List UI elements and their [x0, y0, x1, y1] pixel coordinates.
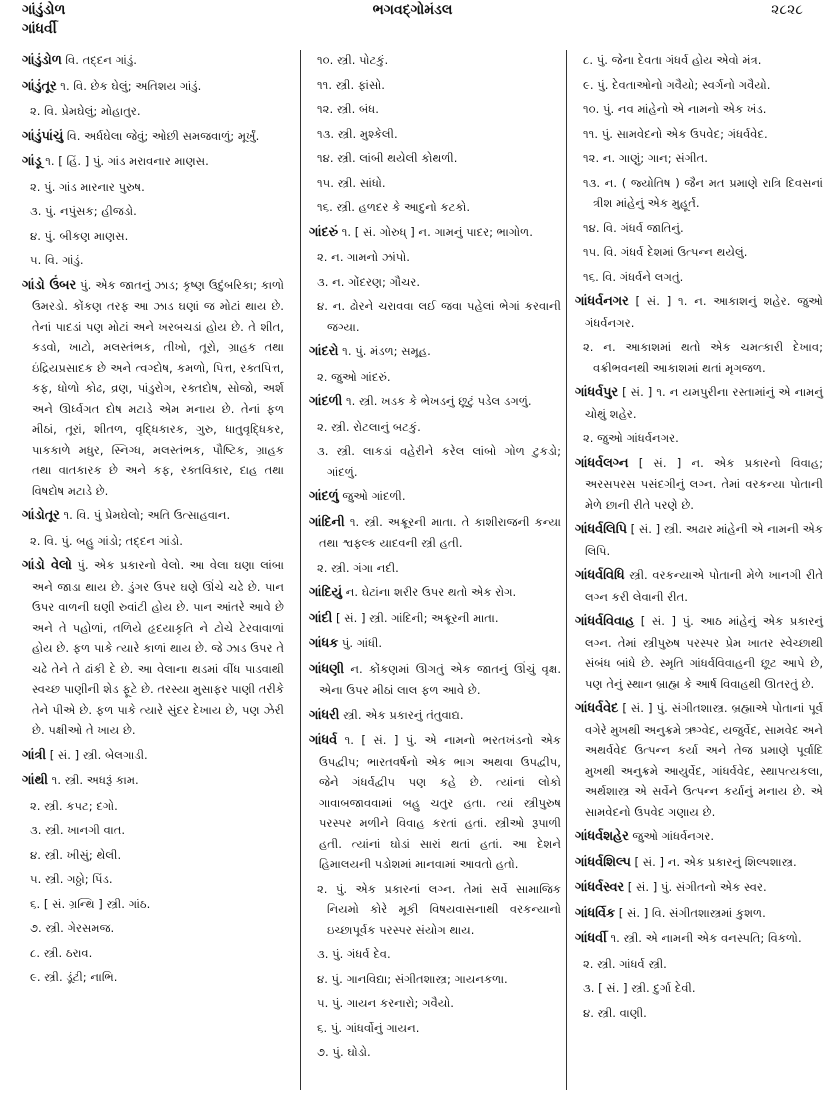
sense-text: ૧૫. વિ. ગંધર્વ દેશમાં ઉત્પન્ન થયેલું.	[583, 245, 748, 259]
sense-text: ૨. જુઓ ગાંધર્વનગર.	[583, 431, 679, 445]
sense-line	[309, 441, 561, 482]
headword: ગાંધક	[309, 636, 339, 651]
definition: ૧. [ સં. ] પું. એ નામનો ભરતખંડનો એક ઉપદ્વીપ; ભારતવર્ષનો એક ભાગ અથવા ઉપદ્વીપ, જેને ગંધર્વદ્વીપ પણ કહે છે. ત્યાંનાં લોકો ગાવાબજાવવામાં બહુ ચતુર હતા. ત્યાં સ્ત્રીપુરુષ પરસ્પર મળીને વિવાહ કરતાં હતાં. સ્ત્રીઓ રૂપાળી હતી. ત્યાંનાં ઘોડાં સારાં થતાં હતાં. આ દેશને હિમાલયની પડોશમાં માનવામાં આવતો હતો.	[319, 733, 561, 871]
dictionary-entry	[309, 633, 561, 655]
sense-text: ૩. સ્ત્રી. ખાનગી વાત.	[30, 823, 126, 837]
dictionary-entry	[309, 222, 561, 244]
sense-line	[309, 558, 561, 579]
sense-text: ૨. ન. ગામનો ઝાંપો.	[317, 250, 410, 264]
sense-line	[309, 99, 561, 120]
sense-text: ૩. પું. ગંધર્વ દેવ.	[317, 947, 391, 961]
headword: ગાંધર્વસ્વર	[575, 880, 625, 895]
definition: ૧. સ્ત્રી. એ નામની એક વનસ્પતિ; વિકળો.	[610, 931, 802, 945]
definition: [ સં. ] પું. સંગીતશાસ્ત્ર. બ્રહ્માએ પોતાનાં પૂર્વ વગેરે મુખથી અનુક્રમે ઋગ્વેદ, યજુર્વેદ, સામવેદ અને અથર્વવેદ ઉત્પન્ન કર્યા અને તેજ પ્રમાણે પૂર્વાદિ મુખથી અનુક્રમે આયુર્વેદ, ગાંધર્વવેદ, સ્થાપત્યકલા, અર્થશાસ્ત્ર એ સર્વેને ઉત્પન્ન કર્યાનું મનાય છે. એ સામવેદનો ઉપવેદ ગણાય છે.	[585, 701, 823, 819]
sense-line	[309, 247, 561, 268]
definition: ૧. પું. મંડળ; સમૂહ.	[342, 344, 431, 358]
sense-text: ૫. પું. ગાયન કરનારો; ગવૈયો.	[317, 996, 454, 1010]
sense-line	[575, 218, 823, 239]
sense-line	[309, 1042, 561, 1063]
headword: ગાંધર્વપુર	[575, 385, 619, 400]
headword: ગાંડૂ	[22, 154, 42, 169]
sense-text: ૧૨. ન. ગાણું; ગાન; સંગીત.	[583, 151, 708, 165]
sense-text: ૨. સ્ત્રી. કપટ; દગો.	[30, 798, 118, 813]
definition: પું. એક જાતનું ઝાડ; કૃષ્ણ ઉદુંબરિકા; કાળો ઉમરડો. કોંકણ તરફ આ ઝાડ ઘણાં જ મોટાં થાય છે. તેનાં પાદડાં પણ મોટાં અને ખરબચડાં હોય છે. તે શીત, કડવો, ખાટો, મલસ્તંભક, તીખો, તૂરો, ગ્રાહક તથા ઇંદ્રિયપ્રસાદક છે અને ત્વગ્દોષ, કમળો, પિત્ત, રક્તપિત્ત, કફ, ધોળો કોઢ, વ્રણ, પાંડુરોગ, રક્તદોષ, સોજો, અર્શ અને ઊર્ધ્વગત દોષ મટાડે એમ મનાય છે. તેનાં ફળ મીઠાં, તૂરાં, શીતળ, વૃદ્ધિકારક, ગુરુ, ધાતુવૃદ્ધિકર, પાકકાળે મધુર, સ્નિગ્ધ, મલસ્તંભક, પૌષ્ટિક, ગ્રાહક તથા વાતકારક છે અને કફ, રક્તવિકાર, દાહ તથા વિષદોષ મટાડે છે.	[32, 277, 284, 498]
sense-text: ૧૩. ન. ( જ્યોતિષ ) જૈન મત પ્રમાણે રાત્રિ દિવસનાં ત્રીશ માંહેનું એક મુહૂર્ત.	[583, 175, 823, 210]
definition: [ સં. ] ૧. ન. આકાશનું શહેર. જુઓ ગંધર્વનગર.	[585, 294, 823, 330]
dictionary-entry	[575, 291, 823, 333]
sense-text: ૨. સ્ત્રી. ગંગા નદી.	[317, 560, 399, 575]
headword: ગાંધર્વવેદ	[575, 701, 619, 716]
definition: ૧. વિ. છેક ઘેલું; અતિશય ગાંડું.	[60, 78, 202, 93]
dictionary-entry	[575, 453, 823, 516]
sense-line	[22, 796, 284, 817]
headword: ગાંત્રી	[22, 747, 47, 763]
headword: ગાંડુંપાંચું	[22, 128, 64, 144]
sense-line	[309, 75, 561, 96]
sense-text: ૪. સ્ત્રી. વાણી.	[583, 1005, 647, 1020]
sense-text: ૧૪. સ્ત્રી. લાંબી થયેલી કોથળી.	[317, 151, 458, 165]
headword: ગાંડો ઉંબર	[22, 277, 77, 293]
sense-line	[575, 99, 823, 120]
guide-word-first: ગાંડુંડોળ	[22, 2, 66, 18]
headword: ગાંદી	[309, 610, 333, 626]
sense-text: ૫. વિ. ગાંડું.	[30, 253, 84, 267]
page-title: ભગવદ્ગોમંડલ	[372, 2, 453, 18]
headword: ગાંદિની	[309, 514, 345, 530]
sense-line	[309, 173, 561, 194]
dictionary-entry	[309, 486, 561, 508]
headword: ગાંડો વેલો	[22, 558, 72, 573]
sense-line	[22, 226, 284, 247]
sense-text: ૨. સ્ત્રી. રોટલાનું બટકું.	[317, 419, 421, 434]
dictionary-entry	[22, 50, 284, 72]
sense-text: ૧૫. સ્ત્રી. સાંધો.	[317, 175, 386, 190]
dictionary-entry	[309, 341, 561, 363]
sense-line	[309, 944, 561, 965]
sense-text: ૪. સ્ત્રી. ખીસું; થેલી.	[30, 847, 122, 862]
sense-line	[575, 50, 823, 71]
sense-line	[575, 1003, 823, 1024]
headword: ગાંધરી	[309, 707, 340, 723]
sense-text: ૨. ન. આકાશમાં થતો એક ચમત્કારી દેખાવ; વક્રીભવનથી આકાશમાં થતાં મૃગજળ.	[583, 340, 823, 375]
sense-line	[575, 124, 823, 145]
headword: ગાંધર્વનગર	[575, 294, 629, 309]
sense-text: ૧૦. પું. નવ માંહેનો એ નામનો એક ખંડ.	[583, 102, 767, 116]
sense-line	[309, 367, 561, 388]
sense-text: ૩. સ્ત્રી. લાકડાં વહેરીને કરેલ લાંબો ગોળ ટુકડો; ગાંદળું.	[317, 444, 561, 479]
sense-line	[575, 242, 823, 263]
definition: વિ. તદ્દન ગાંડું.	[65, 53, 137, 67]
sense-line	[309, 993, 561, 1014]
sense-text: ૪. પું. બીકણ માણસ.	[30, 228, 129, 243]
dictionary-entry	[575, 928, 823, 950]
dictionary-entry	[309, 659, 561, 701]
dictionary-entry	[309, 391, 561, 413]
sense-line	[22, 820, 284, 841]
sense-text: ૩. ન. ગોંદરણ; ગૌચર.	[317, 274, 421, 289]
headword: ગાંધર્વિક	[575, 905, 616, 921]
definition: ૧. [ હિં. ] પું. ગાંડ મરાવનાર માણસ.	[45, 154, 209, 168]
dictionary-entry	[22, 275, 284, 502]
column-2	[300, 50, 561, 1090]
sense-text: ૩. [ સં. ] સ્ત્રી. દુર્ગા દેવી.	[583, 981, 696, 995]
sense-text: ૮. પું. જેના દેવતા ગંધર્વ હોય એવો મંત્ર.	[583, 53, 762, 67]
headword: ગાંધર્વલિપિ	[575, 522, 627, 537]
sense-text: ૧૬. સ્ત્રી. હળદર કે આદુનો કટકો.	[317, 200, 471, 214]
dictionary-entry	[309, 730, 561, 875]
sense-text: ૧૧. પું. સામવેદનો એક ઉપવેદ; ગંધર્વવેદ.	[583, 126, 768, 141]
definition: [ સં. ] ૧. ન યમપુરીના રસ્તામાંનું એ નામનું ચોથું શહેર.	[585, 385, 823, 421]
headword: ગાંધર્વ	[309, 733, 338, 748]
sense-line	[22, 177, 284, 198]
headword: ગાંડોતૂર	[22, 508, 60, 523]
definition: [ સં. ] પું. આઠ માંહેનું એક પ્રકારનું લગ્ન. તેમાં સ્ત્રીપુરુષ પરસ્પર પ્રેમ ખાતર સ્વેચ્છાથી સંબંધ બાંધે છે. સ્મૃતિ ગાંધર્વવિવાહની છૂટ આપે છે, પણ તેનું સ્થાન બ્રાહ્મ કે આર્ષ વિવાહથી ઊતરતું છે.	[585, 614, 823, 691]
sense-text: ૧૬. વિ. ગંધર્વને લગતું.	[583, 269, 684, 284]
sense-text: ૬. [ સં. ગ્રન્થિ ] સ્ત્રી. ગાંઠ.	[30, 896, 151, 911]
dictionary-entry	[22, 76, 284, 98]
dictionary-entry	[22, 126, 284, 148]
sense-line	[309, 148, 561, 169]
sense-line	[575, 75, 823, 96]
sense-line	[309, 124, 561, 145]
dictionary-entry	[309, 512, 561, 554]
dictionary-entry	[309, 582, 561, 604]
headword: ગાંદરો	[309, 344, 339, 359]
sense-text: ૮. સ્ત્રી. ઠરાવ.	[30, 945, 93, 960]
sense-line	[575, 428, 823, 449]
dictionary-entry	[575, 611, 823, 694]
definition: [ સં. ] ન. એક પ્રકારનું શિલ્પશાસ્ત્ર.	[634, 854, 797, 869]
column-3	[566, 50, 823, 1090]
sense-text: ૨. પું. ગાંડ મારનાર પુરુષ.	[30, 179, 145, 194]
dictionary-entry	[575, 698, 823, 822]
definition: [ સં. ] સ્ત્રી. ગાંદિની; અક્રૂરની માતા.	[335, 610, 499, 625]
sense-line	[309, 272, 561, 293]
definition: પું. ગાંધી.	[341, 636, 383, 650]
sense-line	[22, 250, 284, 271]
sense-line	[575, 148, 823, 169]
definition: જુઓ ગાંધર્વનગર.	[632, 829, 715, 843]
definition: [ સં. ] ન. એક પ્રકારનો વિવાહ; અરસપરસ પસંદગીનું લગ્ન. તેમાં વરકન્યા પોતાની મેળે છાની રીતે પરણે છે.	[585, 455, 823, 512]
headword: ગાંધણી	[309, 661, 344, 677]
headword: ગાંધર્વી	[575, 931, 607, 946]
guide-word-last: ગાંધર્વી	[22, 21, 57, 37]
headword: ગાંદળું	[309, 489, 339, 504]
definition: ન. કોંકણમાં ઊગતું એક જાતનું ઊંચું વૃક્ષ. એના ઉપર મીઠાં લાલ ફળ આવે છે.	[319, 661, 561, 697]
sense-line	[22, 918, 284, 939]
sense-text: ૪. પું. ગાનવિદ્યા; સંગીતશાસ્ત્ર; ગાયનકળા.	[317, 971, 508, 986]
sense-line	[22, 943, 284, 964]
definition: ૧. સ્ત્રી. અધરૂં કામ.	[51, 773, 139, 787]
sense-text: ૨. વિ. પ્રેમઘેલું; મોહાતુર.	[30, 104, 141, 118]
sense-line	[309, 969, 561, 990]
definition: સ્ત્રી. વરકન્યાએ પોતાની મેળે ખાનગી રીતે લગ્ન કરી લેવાની રીત.	[585, 568, 824, 604]
dictionary-entry	[22, 745, 284, 767]
dictionary-entry	[575, 826, 823, 848]
dictionary-entry	[22, 770, 284, 792]
definition: ન. ઘેટાંના શરીર ઉપર થતો એક રોગ.	[345, 585, 517, 599]
definition: ૧. વિ. પું પ્રેમઘેલો; અતિ ઉત્સાહવાન.	[63, 508, 231, 522]
sense-text: ૫. સ્ત્રી. ગઠ્ઠો; પિંડ.	[30, 872, 113, 886]
sense-line	[309, 1018, 561, 1039]
sense-line	[309, 197, 561, 218]
dictionary-entry	[575, 565, 823, 607]
definition: ૧. સ્ત્રી. અક્રૂરની માતા. તે કાશીરાજની કન્યા તથા શ્વફલ્ક યાદવની સ્ત્રી હતી.	[319, 514, 561, 550]
sense-line	[575, 978, 823, 999]
dictionary-entry	[575, 877, 823, 899]
dictionary-entry	[575, 382, 823, 424]
sense-text: ૨. પું. એક પ્રકારનાં લગ્ન. તેમાં સર્વે સામાજિક નિયમો કોરે મૂકી વિષયવાસનાથી વરકન્યાનો ઇચ્છાપૂર્વક પરસ્પર સંયોગ થાય.	[317, 881, 561, 937]
sense-text: ૧૧. સ્ત્રી. ફાંસો.	[317, 77, 385, 92]
dictionary-entry	[22, 505, 284, 527]
dictionary-entry	[22, 151, 284, 173]
headword: ગાંડુંડોળ	[22, 53, 62, 68]
definition: ૧. સ્ત્રી. ખડક કે ભેખડનું છૂટું પડેલ ડગળું.	[345, 394, 532, 408]
definition: [ સં. ] સ્ત્રી. બેલગાડી.	[49, 747, 148, 762]
sense-line	[22, 201, 284, 222]
definition: [ સં. ] સ્ત્રી. અઢાર માંહેની એ નામની એક લિપિ.	[585, 522, 824, 558]
headword: ગાંડુંતૂર	[22, 78, 57, 94]
sense-line	[309, 879, 561, 941]
definition: ૧. [ સં. ગોરુધ્ ] ન. ગામનું પાદર; ભાગોળ.	[341, 224, 533, 239]
column-1	[22, 50, 284, 992]
sense-line	[22, 531, 284, 552]
sense-line	[22, 894, 284, 915]
definition: [ સં. ] પું. સંગીતનો એક સ્વર.	[627, 880, 767, 894]
sense-text: ૨. જુઓ ગાંદરું.	[317, 369, 391, 384]
headword: ગાંધર્વવિધિ	[575, 568, 625, 583]
headword: ગાંદળી	[309, 394, 343, 409]
dictionary-entry	[309, 705, 561, 727]
sense-line	[309, 296, 561, 337]
sense-text: ૧૨. સ્ત્રી. બંધ.	[317, 102, 379, 116]
sense-text: ૧૪. વિ. ગંધર્વ જાતિનું.	[583, 220, 684, 235]
page-number: ૨૮૨૮	[771, 2, 803, 18]
sense-line	[575, 173, 823, 214]
headword: ગાંધર્વશિલ્પ	[575, 854, 631, 870]
sense-line	[309, 417, 561, 438]
sense-line	[22, 869, 284, 890]
sense-text: ૨. વિ. પું. બહુ ગાંડો; તદ્દન ગાંડો.	[30, 533, 183, 548]
sense-text: ૭. સ્ત્રી. ગેરસમજ.	[30, 921, 115, 935]
sense-line	[575, 337, 823, 378]
definition: [ સં. ] વિ. સંગીતશાસ્ત્રમાં કુશળ.	[618, 905, 766, 920]
sense-text: ૬. પું. ગાંધર્વોનું ગાયન.	[317, 1020, 420, 1035]
definition: પું. એક પ્રકારનો વેલો. આ વેલા ઘણા લાંબા અને જાડા થાય છે. ડુંગર ઉપર ઘણે ઊંચે ચઢે છે. પાન ઉપર વાળની ઘણી રુવાંટી હોય છે. પાન આંતરે આવે છે અને તે પહોળાં, તળિયે હૃદયાકૃતિ ને ટોચે ટેરવાવાળાં હોય છે. ફળ પાકે ત્યારે કાળાં થાય છે. જે ઝાડ ઉપર તે ચઢે તેને તે ઢાંકી દે છે. આ વેલાના થડમાં વીંધ પાડવાથી સ્વચ્છ પાણીની શેડ ફૂટે છે. તરસ્યા મુસાફર પાણી તરીકે તેને પીએ છે. ફળ પાકે ત્યારે સુંદર દેખાય છે, પણ ઝેરી છે. પક્ષીઓ તે ખાય છે.	[32, 558, 284, 737]
sense-text: ૩. પું. નપુંસક; હીજડો.	[30, 204, 137, 218]
headword: ગાંદરું	[309, 224, 339, 240]
sense-text: ૯. પું. દેવતાઓનો ગવૈયો; સ્વર્ગનો ગવૈયો.	[583, 77, 771, 92]
sense-line	[22, 101, 284, 122]
dictionary-entry	[22, 555, 284, 741]
definition: વિ. અર્ધઘેલા જેવું; ઓછી સમજવાળું; મૂર્ખું.	[66, 128, 260, 143]
headword: ગાંધર્વશહેર	[575, 829, 629, 844]
dictionary-entry	[309, 608, 561, 630]
sense-line	[575, 954, 823, 975]
sense-line	[22, 967, 284, 988]
dictionary-entry	[575, 903, 823, 925]
sense-text: ૯. સ્ત્રી. ડૂંટી; નાભિ.	[30, 970, 118, 984]
sense-line	[22, 845, 284, 866]
sense-text: ૭. પું. ઘોડો.	[317, 1045, 371, 1059]
sense-text: ૪. ન. ઢોરને ચરાવવા લઈ જવા પહેલાં ભેગાં કરવાની જગ્યા.	[317, 299, 561, 334]
definition: જુઓ ગાંદળી.	[342, 489, 406, 503]
sense-text: ૧૦. સ્ત્રી. પોટકું.	[317, 53, 389, 67]
sense-text: ૨. સ્ત્રી. ગાંધર્વ સ્ત્રી.	[583, 956, 667, 971]
definition: સ્ત્રી. એક પ્રકારનું તંતુવાદ્ય.	[343, 707, 464, 722]
dictionary-entry	[575, 852, 823, 874]
dictionary-entry	[575, 519, 823, 561]
page-header	[0, 0, 825, 44]
sense-text: ૧૩. સ્ત્રી. મુશ્કેલી.	[317, 126, 398, 141]
headword: ગાંધર્વલગ્ન	[575, 455, 629, 471]
headword: ગાંધર્વવિવાહ	[575, 614, 635, 629]
sense-line	[575, 267, 823, 288]
headword: ગાંથી	[22, 773, 48, 788]
headword: ગાંદિયું	[309, 585, 343, 600]
sense-line	[309, 50, 561, 71]
